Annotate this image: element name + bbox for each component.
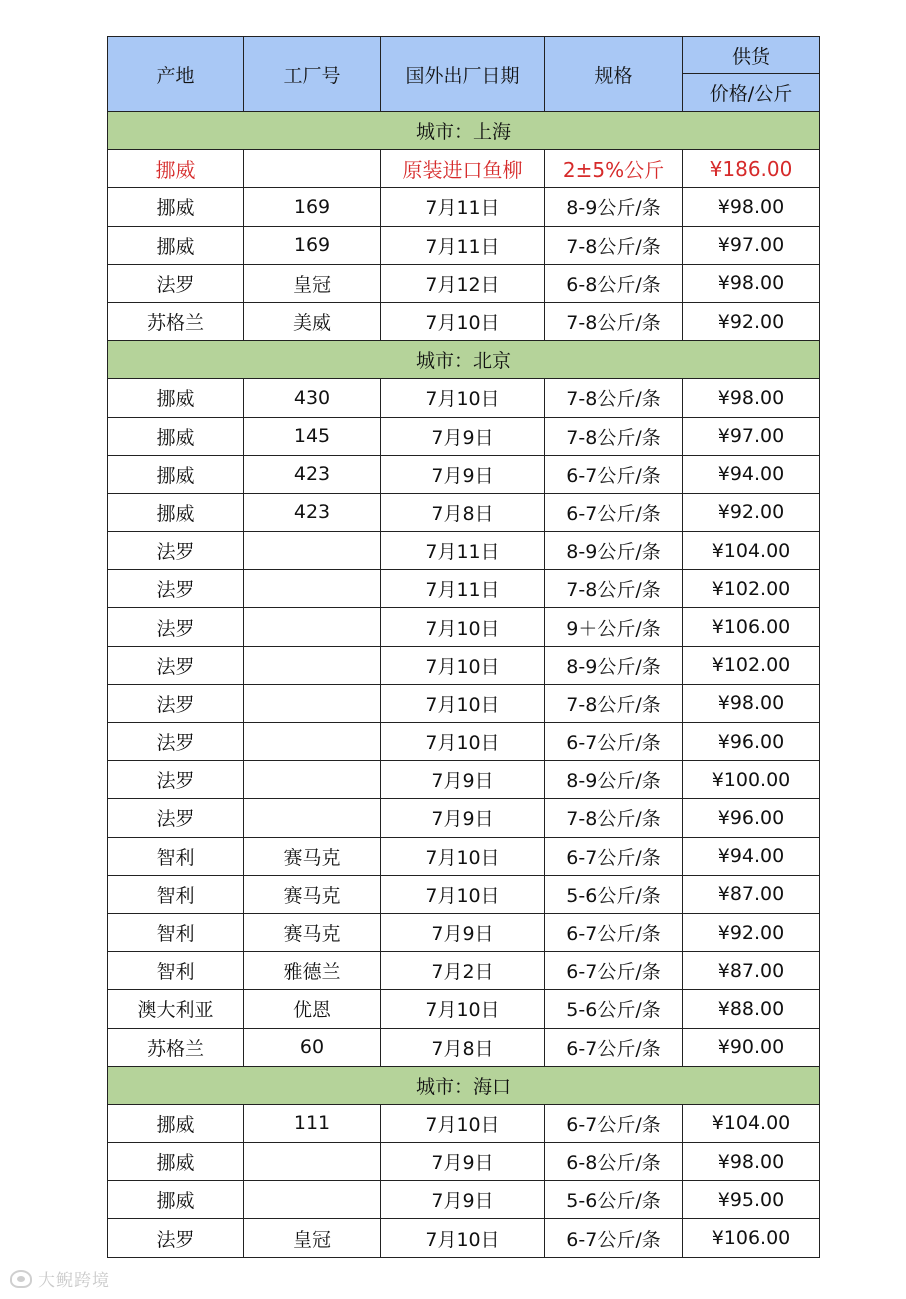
header-date: 国外出厂日期 — [381, 37, 545, 112]
cell-factory: 169 — [244, 188, 381, 226]
featured-row — [108, 150, 820, 188]
cell-price: ¥94.00 — [683, 837, 820, 875]
cell-spec: 6-8公斤/条 — [545, 264, 683, 302]
cell-price: ¥96.00 — [683, 799, 820, 837]
table-row — [108, 226, 820, 264]
watermark-logo-icon — [10, 1270, 32, 1288]
table-row — [108, 799, 820, 837]
cell-factory: 169 — [244, 226, 381, 264]
table-row — [108, 1104, 820, 1142]
cell-factory — [244, 150, 381, 188]
cell-price: ¥92.00 — [683, 493, 820, 531]
cell-origin: 挪威 — [108, 455, 244, 493]
cell-origin: 法罗 — [108, 761, 244, 799]
price-table — [107, 36, 820, 1258]
table-row — [108, 875, 820, 913]
cell-spec: 7-8公斤/条 — [545, 417, 683, 455]
cell-date: 7月10日 — [381, 990, 545, 1028]
cell-origin: 挪威 — [108, 188, 244, 226]
cell-origin: 挪威 — [108, 226, 244, 264]
table-row — [108, 1143, 820, 1181]
cell-price: ¥98.00 — [683, 684, 820, 722]
cell-price: ¥98.00 — [683, 1143, 820, 1181]
cell-spec: 6-7公斤/条 — [545, 1104, 683, 1142]
cell-date: 7月10日 — [381, 646, 545, 684]
cell-price: ¥95.00 — [683, 1181, 820, 1219]
cell-origin: 智利 — [108, 875, 244, 913]
header-origin: 产地 — [108, 37, 244, 112]
cell-spec: 5-6公斤/条 — [545, 875, 683, 913]
city-label: 城市：北京 — [108, 341, 820, 379]
table-row — [108, 608, 820, 646]
cell-date: 7月9日 — [381, 1143, 545, 1181]
cell-date: 7月9日 — [381, 455, 545, 493]
cell-spec: 6-8公斤/条 — [545, 1143, 683, 1181]
cell-spec: 6-7公斤/条 — [545, 1028, 683, 1066]
cell-date: 7月10日 — [381, 379, 545, 417]
header-price: 价格/公斤 — [683, 74, 820, 112]
cell-spec: 8-9公斤/条 — [545, 188, 683, 226]
watermark-text: 大鲵跨境 — [38, 1271, 110, 1291]
cell-date: 7月9日 — [381, 913, 545, 951]
table-row — [108, 952, 820, 990]
cell-spec: 8-9公斤/条 — [545, 646, 683, 684]
cell-date: 7月10日 — [381, 837, 545, 875]
table-row — [108, 1028, 820, 1066]
cell-origin: 挪威 — [108, 1104, 244, 1142]
cell-factory — [244, 761, 381, 799]
cell-factory — [244, 570, 381, 608]
cell-price: ¥92.00 — [683, 913, 820, 951]
cell-origin: 挪威 — [108, 150, 244, 188]
cell-origin: 苏格兰 — [108, 1028, 244, 1066]
cell-origin: 苏格兰 — [108, 302, 244, 340]
cell-spec: 6-7公斤/条 — [545, 455, 683, 493]
cell-date: 7月11日 — [381, 570, 545, 608]
cell-factory: 60 — [244, 1028, 381, 1066]
cell-spec: 7-8公斤/条 — [545, 379, 683, 417]
cell-spec: 2±5%公斤 — [545, 150, 683, 188]
cell-date: 7月11日 — [381, 532, 545, 570]
cell-date: 7月2日 — [381, 952, 545, 990]
cell-spec: 6-7公斤/条 — [545, 837, 683, 875]
cell-date: 7月9日 — [381, 799, 545, 837]
cell-origin: 挪威 — [108, 493, 244, 531]
cell-spec: 7-8公斤/条 — [545, 799, 683, 837]
cell-spec: 6-7公斤/条 — [545, 952, 683, 990]
cell-spec: 6-7公斤/条 — [545, 493, 683, 531]
cell-date: 7月10日 — [381, 302, 545, 340]
cell-date: 7月9日 — [381, 1181, 545, 1219]
table-row — [108, 264, 820, 302]
cell-factory: 111 — [244, 1104, 381, 1142]
cell-factory: 赛马克 — [244, 837, 381, 875]
cell-date: 7月10日 — [381, 875, 545, 913]
city-row — [108, 1066, 820, 1104]
cell-origin: 法罗 — [108, 723, 244, 761]
cell-price: ¥96.00 — [683, 723, 820, 761]
cell-price: ¥92.00 — [683, 302, 820, 340]
city-label: 城市：上海 — [108, 112, 820, 150]
cell-date: 7月10日 — [381, 684, 545, 722]
cell-origin: 法罗 — [108, 532, 244, 570]
cell-price: ¥97.00 — [683, 226, 820, 264]
cell-price: ¥98.00 — [683, 188, 820, 226]
cell-factory: 美威 — [244, 302, 381, 340]
cell-spec: 5-6公斤/条 — [545, 990, 683, 1028]
cell-date: 7月12日 — [381, 264, 545, 302]
cell-origin: 法罗 — [108, 684, 244, 722]
cell-factory — [244, 723, 381, 761]
cell-spec: 8-9公斤/条 — [545, 532, 683, 570]
city-row — [108, 341, 820, 379]
table-row — [108, 188, 820, 226]
header-spec: 规格 — [545, 37, 683, 112]
cell-origin: 法罗 — [108, 646, 244, 684]
cell-spec: 9＋公斤/条 — [545, 608, 683, 646]
cell-price: ¥98.00 — [683, 264, 820, 302]
cell-factory — [244, 1143, 381, 1181]
city-row — [108, 112, 820, 150]
cell-date: 原装进口鱼柳 — [381, 150, 545, 188]
table-row — [108, 570, 820, 608]
table-row — [108, 990, 820, 1028]
cell-price: ¥106.00 — [683, 1219, 820, 1257]
cell-origin: 智利 — [108, 952, 244, 990]
table-row — [108, 1219, 820, 1257]
cell-factory: 423 — [244, 455, 381, 493]
cell-price: ¥87.00 — [683, 875, 820, 913]
cell-spec: 6-7公斤/条 — [545, 723, 683, 761]
cell-spec: 7-8公斤/条 — [545, 302, 683, 340]
cell-spec: 6-7公斤/条 — [545, 1219, 683, 1257]
cell-factory: 423 — [244, 493, 381, 531]
table-row — [108, 417, 820, 455]
cell-origin: 挪威 — [108, 1143, 244, 1181]
cell-spec: 7-8公斤/条 — [545, 684, 683, 722]
cell-origin: 挪威 — [108, 1181, 244, 1219]
cell-factory — [244, 799, 381, 837]
cell-origin: 智利 — [108, 913, 244, 951]
cell-date: 7月10日 — [381, 1104, 545, 1142]
cell-factory: 皇冠 — [244, 264, 381, 302]
cell-price: ¥106.00 — [683, 608, 820, 646]
cell-factory — [244, 532, 381, 570]
cell-price: ¥97.00 — [683, 417, 820, 455]
cell-price: ¥87.00 — [683, 952, 820, 990]
cell-origin: 法罗 — [108, 799, 244, 837]
cell-date: 7月9日 — [381, 761, 545, 799]
cell-date: 7月11日 — [381, 226, 545, 264]
cell-origin: 挪威 — [108, 417, 244, 455]
cell-spec: 7-8公斤/条 — [545, 226, 683, 264]
cell-spec: 6-7公斤/条 — [545, 913, 683, 951]
table-row — [108, 646, 820, 684]
cell-factory — [244, 1181, 381, 1219]
cell-date: 7月9日 — [381, 417, 545, 455]
cell-factory — [244, 608, 381, 646]
table-row — [108, 302, 820, 340]
cell-price: ¥104.00 — [683, 532, 820, 570]
table-row — [108, 532, 820, 570]
table-row — [108, 684, 820, 722]
cell-origin: 澳大利亚 — [108, 990, 244, 1028]
cell-price: ¥104.00 — [683, 1104, 820, 1142]
cell-spec: 5-6公斤/条 — [545, 1181, 683, 1219]
cell-price: ¥90.00 — [683, 1028, 820, 1066]
table-row — [108, 1181, 820, 1219]
cell-price: ¥98.00 — [683, 379, 820, 417]
cell-date: 7月8日 — [381, 1028, 545, 1066]
cell-date: 7月10日 — [381, 723, 545, 761]
cell-price: ¥94.00 — [683, 455, 820, 493]
cell-spec: 7-8公斤/条 — [545, 570, 683, 608]
table-row — [108, 493, 820, 531]
cell-date: 7月11日 — [381, 188, 545, 226]
header-supply: 供货 — [683, 37, 820, 74]
table-row — [108, 379, 820, 417]
table-row — [108, 455, 820, 493]
cell-price: ¥100.00 — [683, 761, 820, 799]
cell-factory: 优恩 — [244, 990, 381, 1028]
cell-factory: 皇冠 — [244, 1219, 381, 1257]
header-factory: 工厂号 — [244, 37, 381, 112]
cell-origin: 法罗 — [108, 1219, 244, 1257]
watermark — [10, 1266, 110, 1291]
cell-factory — [244, 646, 381, 684]
cell-factory: 雅德兰 — [244, 952, 381, 990]
cell-factory: 赛马克 — [244, 875, 381, 913]
cell-origin: 法罗 — [108, 264, 244, 302]
cell-factory — [244, 684, 381, 722]
table-body — [108, 112, 820, 1258]
cell-date: 7月8日 — [381, 493, 545, 531]
cell-origin: 智利 — [108, 837, 244, 875]
cell-origin: 法罗 — [108, 570, 244, 608]
cell-factory: 430 — [244, 379, 381, 417]
table-row — [108, 761, 820, 799]
city-label: 城市：海口 — [108, 1066, 820, 1104]
table-row — [108, 723, 820, 761]
cell-date: 7月10日 — [381, 1219, 545, 1257]
cell-origin: 挪威 — [108, 379, 244, 417]
cell-price: ¥102.00 — [683, 646, 820, 684]
cell-factory: 赛马克 — [244, 913, 381, 951]
cell-factory: 145 — [244, 417, 381, 455]
cell-price: ¥102.00 — [683, 570, 820, 608]
cell-origin: 法罗 — [108, 608, 244, 646]
table-row — [108, 913, 820, 951]
table-row — [108, 837, 820, 875]
cell-price: ¥88.00 — [683, 990, 820, 1028]
cell-spec: 8-9公斤/条 — [545, 761, 683, 799]
table-header — [108, 37, 820, 112]
cell-date: 7月10日 — [381, 608, 545, 646]
cell-price: ¥186.00 — [683, 150, 820, 188]
